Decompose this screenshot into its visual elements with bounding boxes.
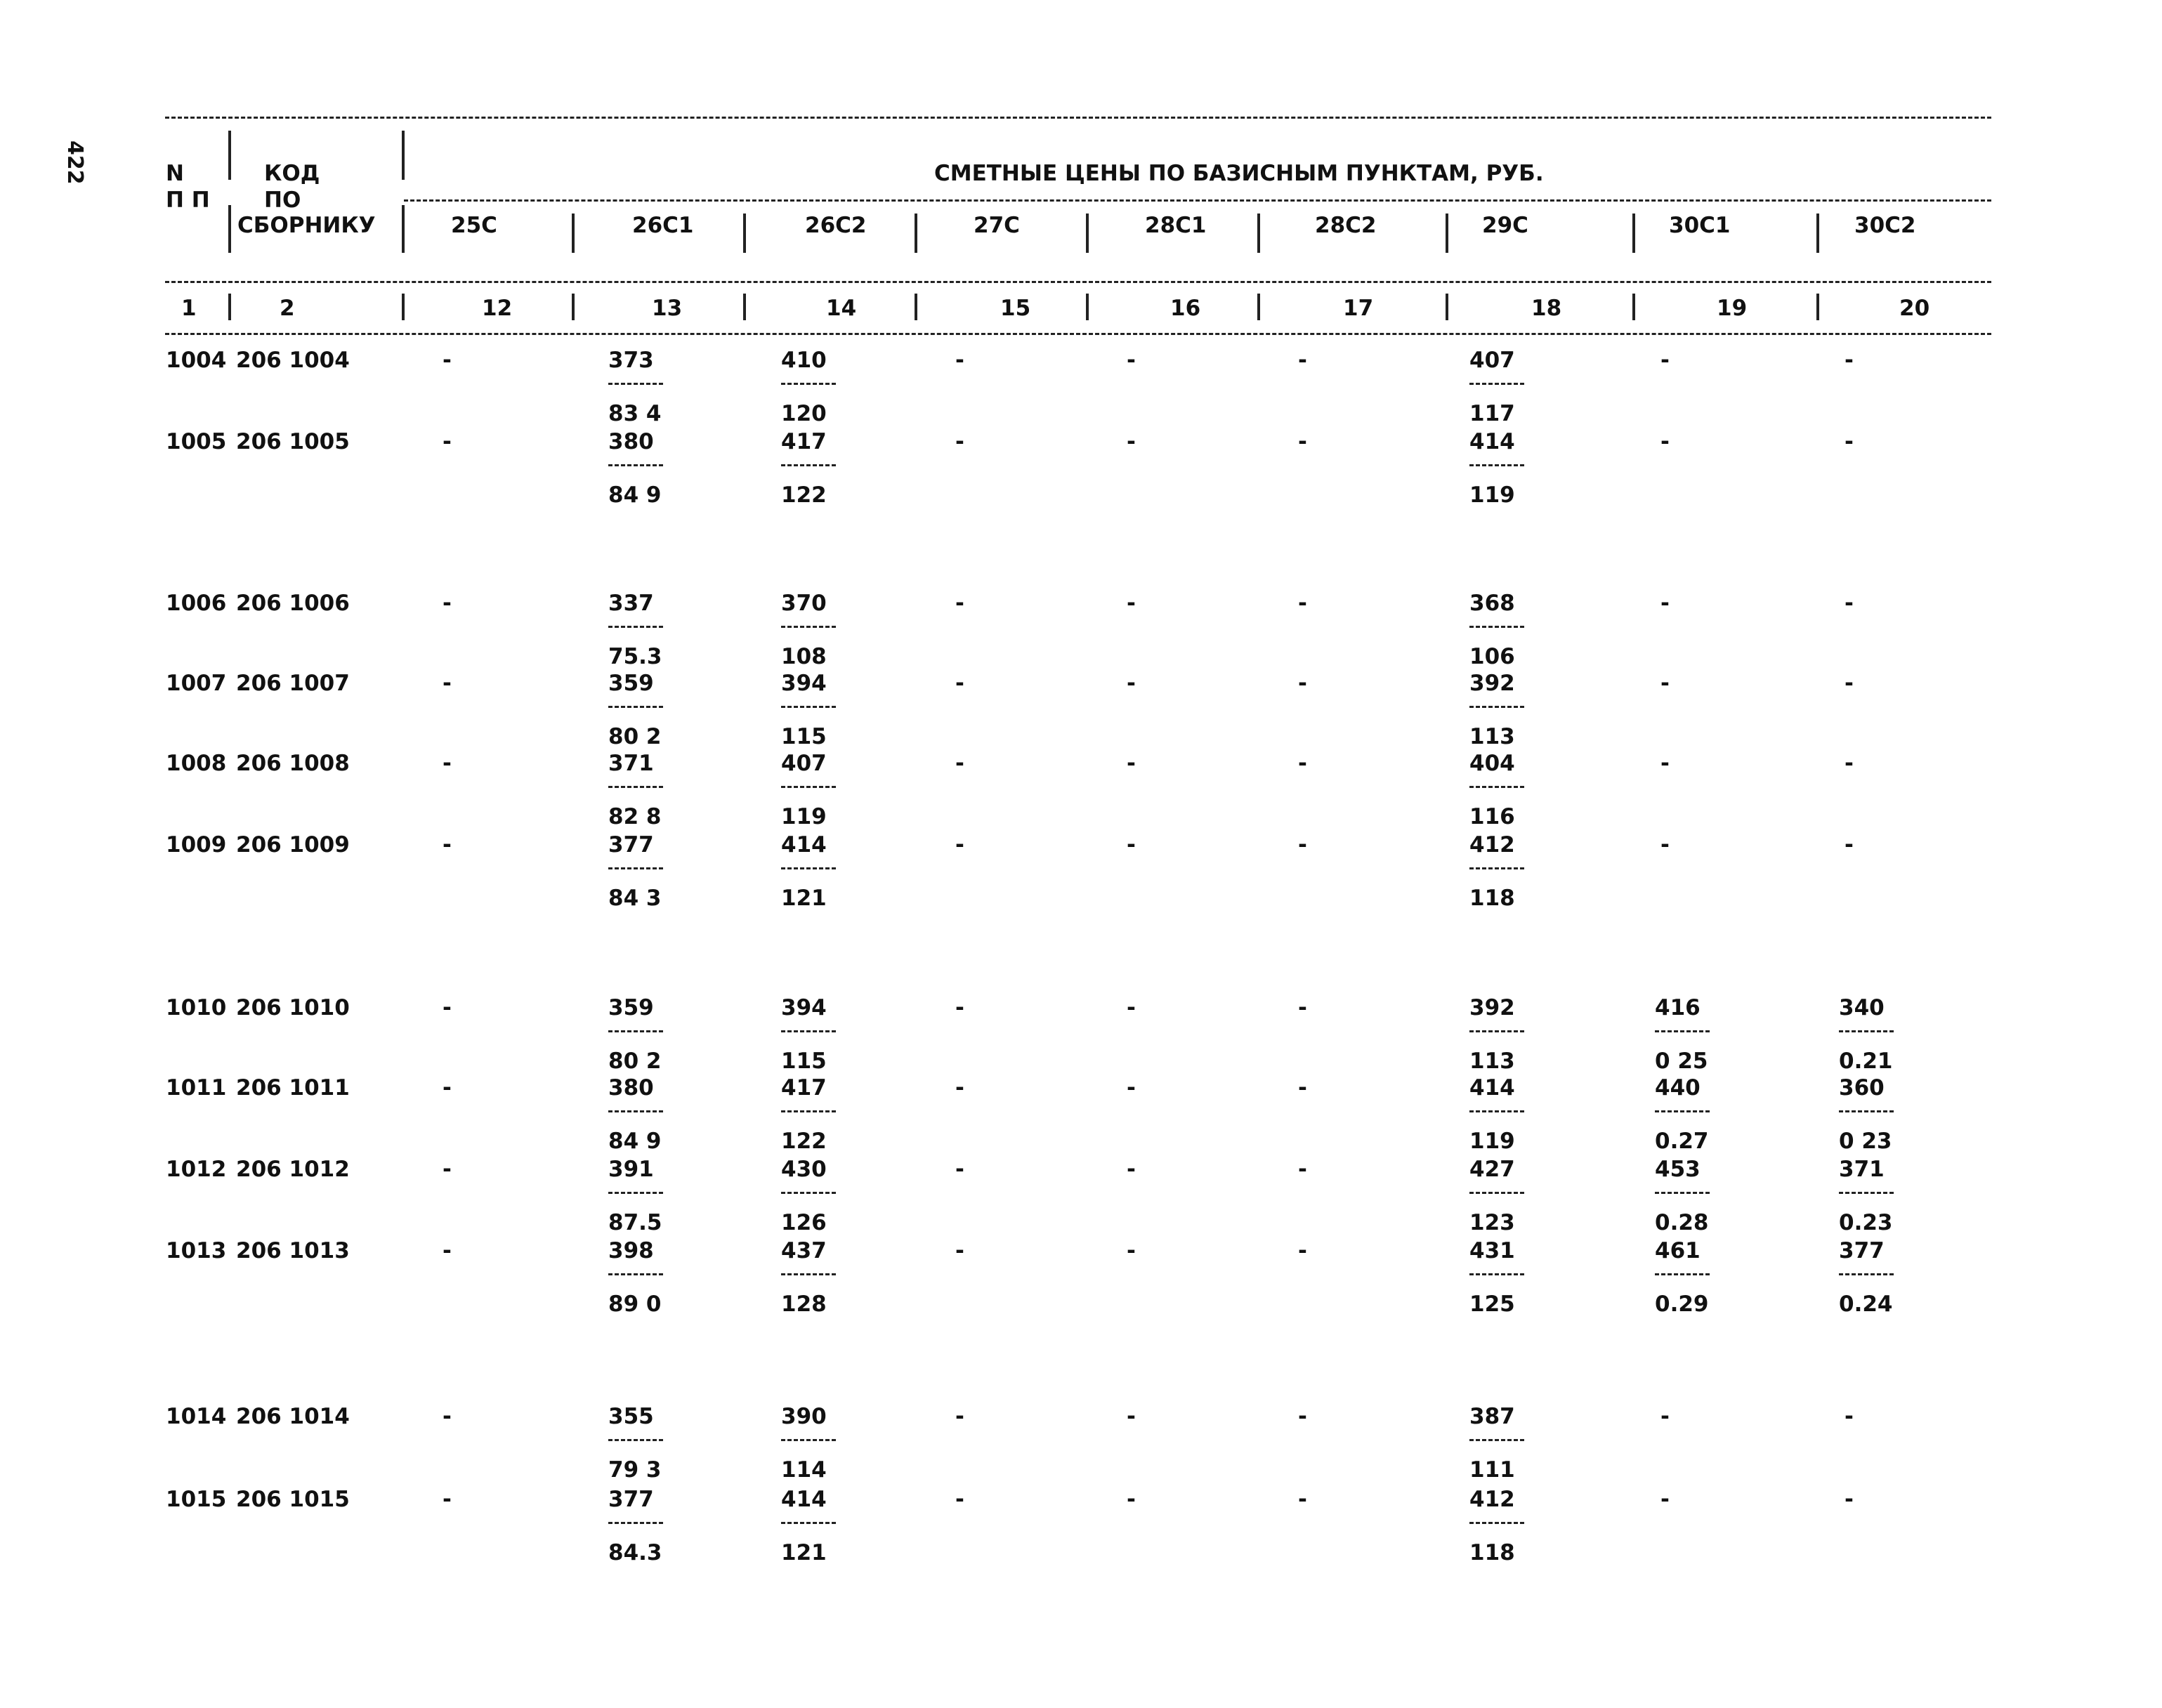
rule-line xyxy=(404,199,1991,202)
price-value: 414 xyxy=(1469,429,1515,454)
price-subvalue: 0 25 xyxy=(1655,1049,1708,1074)
fraction-bar xyxy=(608,1030,663,1032)
header-point-26С2: 26С2 xyxy=(805,213,867,238)
price-subvalue: 84 9 xyxy=(608,482,662,508)
empty-cell-dash: - xyxy=(443,1157,452,1182)
row-code: 206 1010 xyxy=(236,995,350,1020)
price-subvalue: 108 xyxy=(781,644,827,669)
empty-cell-dash: - xyxy=(1660,429,1670,454)
fraction-bar xyxy=(781,1192,836,1194)
price-value: 391 xyxy=(608,1157,654,1182)
price-value: 461 xyxy=(1655,1238,1701,1263)
fraction-bar xyxy=(1469,1522,1524,1524)
price-subvalue: 83 4 xyxy=(608,401,662,426)
price-subvalue: 118 xyxy=(1469,1540,1515,1565)
price-subvalue: 119 xyxy=(1469,1129,1515,1154)
price-value: 373 xyxy=(608,348,654,373)
price-subvalue: 0 23 xyxy=(1839,1129,1892,1154)
price-value: 359 xyxy=(608,995,654,1020)
rule-line xyxy=(165,333,1991,335)
empty-cell-dash: - xyxy=(443,1487,452,1512)
column-divider xyxy=(743,294,746,320)
price-value: 368 xyxy=(1469,591,1515,616)
empty-cell-dash: - xyxy=(1127,1075,1136,1101)
header-col-number: 17 xyxy=(1343,296,1374,321)
price-value: 412 xyxy=(1469,1487,1515,1512)
fraction-bar xyxy=(781,1522,836,1524)
column-divider xyxy=(572,294,575,320)
column-divider xyxy=(228,205,231,253)
empty-cell-dash: - xyxy=(1298,1157,1307,1182)
price-subvalue: 114 xyxy=(781,1457,827,1483)
price-subvalue: 84 3 xyxy=(608,886,662,911)
price-value: 440 xyxy=(1655,1075,1701,1101)
header-po: ПО xyxy=(264,188,301,213)
fraction-bar xyxy=(608,867,663,869)
empty-cell-dash: - xyxy=(1127,1238,1136,1263)
fraction-bar xyxy=(1469,1110,1524,1112)
fraction-bar xyxy=(1469,626,1524,628)
empty-cell-dash: - xyxy=(1127,671,1136,696)
header-point-30С2: 30С2 xyxy=(1854,213,1916,238)
empty-cell-dash: - xyxy=(1298,1487,1307,1512)
fraction-bar xyxy=(781,1439,836,1441)
fraction-bar xyxy=(781,464,836,466)
empty-cell-dash: - xyxy=(1660,832,1670,858)
empty-cell-dash: - xyxy=(1660,1404,1670,1429)
row-number: 1015 xyxy=(166,1487,227,1512)
fraction-bar xyxy=(1469,867,1524,869)
price-subvalue: 0.24 xyxy=(1839,1292,1893,1317)
fraction-bar xyxy=(1655,1030,1710,1032)
header-point-28С1: 28С1 xyxy=(1145,213,1207,238)
empty-cell-dash: - xyxy=(955,348,964,373)
empty-cell-dash: - xyxy=(955,1238,964,1263)
empty-cell-dash: - xyxy=(955,1075,964,1101)
price-value: 377 xyxy=(608,1487,654,1512)
row-code: 206 1014 xyxy=(236,1404,350,1429)
empty-cell-dash: - xyxy=(1298,429,1307,454)
column-divider xyxy=(915,294,917,320)
column-divider xyxy=(572,214,575,253)
fraction-bar xyxy=(608,1110,663,1112)
column-divider xyxy=(1816,214,1819,253)
fraction-bar xyxy=(781,706,836,708)
row-code: 206 1011 xyxy=(236,1075,350,1101)
empty-cell-dash: - xyxy=(1298,348,1307,373)
fraction-bar xyxy=(1469,706,1524,708)
row-number: 1008 xyxy=(166,751,227,776)
column-divider xyxy=(402,205,405,253)
row-number: 1005 xyxy=(166,429,227,454)
header-n: N xyxy=(166,161,184,186)
column-divider xyxy=(1257,214,1260,253)
price-subvalue: 128 xyxy=(781,1292,827,1317)
empty-cell-dash: - xyxy=(1127,348,1136,373)
header-col-number: 14 xyxy=(826,296,857,321)
price-value: 370 xyxy=(781,591,827,616)
fraction-bar xyxy=(781,867,836,869)
header-group-title: СМЕТНЫЕ ЦЕНЫ ПО БАЗИСНЫМ ПУНКТАМ, РУБ. xyxy=(934,161,1544,186)
fraction-bar xyxy=(1469,383,1524,385)
price-subvalue: 122 xyxy=(781,1129,827,1154)
empty-cell-dash: - xyxy=(443,1075,452,1101)
column-divider xyxy=(915,214,917,253)
empty-cell-dash: - xyxy=(1127,832,1136,858)
header-point-29С: 29С xyxy=(1482,213,1528,238)
price-value: 380 xyxy=(608,1075,654,1101)
price-value: 417 xyxy=(781,1075,827,1101)
fraction-bar xyxy=(1839,1110,1894,1112)
row-code: 206 1007 xyxy=(236,671,350,696)
column-divider xyxy=(1632,294,1635,320)
fraction-bar xyxy=(608,1439,663,1441)
column-divider xyxy=(1632,214,1635,253)
empty-cell-dash: - xyxy=(443,995,452,1020)
empty-cell-dash: - xyxy=(443,348,452,373)
price-value: 407 xyxy=(781,751,827,776)
price-subvalue: 0.23 xyxy=(1839,1210,1893,1235)
empty-cell-dash: - xyxy=(1660,671,1670,696)
fraction-bar xyxy=(1839,1192,1894,1194)
price-value: 437 xyxy=(781,1238,827,1263)
fraction-bar xyxy=(608,1192,663,1194)
row-number: 1006 xyxy=(166,591,227,616)
column-divider xyxy=(228,294,231,320)
empty-cell-dash: - xyxy=(1298,832,1307,858)
empty-cell-dash: - xyxy=(1127,995,1136,1020)
empty-cell-dash: - xyxy=(955,751,964,776)
empty-cell-dash: - xyxy=(1127,1487,1136,1512)
price-value: 340 xyxy=(1839,995,1885,1020)
price-subvalue: 0.21 xyxy=(1839,1049,1893,1074)
header-col-number: 18 xyxy=(1531,296,1562,321)
rule-line xyxy=(165,281,1991,283)
price-value: 377 xyxy=(608,832,654,858)
row-number: 1013 xyxy=(166,1238,227,1263)
empty-cell-dash: - xyxy=(1845,751,1854,776)
header-col-number: 15 xyxy=(1000,296,1031,321)
price-value: 427 xyxy=(1469,1157,1515,1182)
header-col-number: 19 xyxy=(1717,296,1748,321)
price-value: 417 xyxy=(781,429,827,454)
empty-cell-dash: - xyxy=(1845,348,1854,373)
price-value: 371 xyxy=(608,751,654,776)
price-value: 371 xyxy=(1839,1157,1885,1182)
fraction-bar xyxy=(1655,1192,1710,1194)
price-value: 355 xyxy=(608,1404,654,1429)
price-value: 414 xyxy=(1469,1075,1515,1101)
empty-cell-dash: - xyxy=(443,671,452,696)
row-code: 206 1008 xyxy=(236,751,350,776)
price-value: 380 xyxy=(608,429,654,454)
empty-cell-dash: - xyxy=(1845,429,1854,454)
column-divider xyxy=(743,214,746,253)
header-point-26С1: 26С1 xyxy=(632,213,694,238)
price-subvalue: 0.28 xyxy=(1655,1210,1709,1235)
empty-cell-dash: - xyxy=(443,429,452,454)
column-divider xyxy=(1816,294,1819,320)
price-subvalue: 120 xyxy=(781,401,827,426)
price-subvalue: 82 8 xyxy=(608,804,662,829)
fraction-bar xyxy=(1839,1030,1894,1032)
price-subvalue: 79 3 xyxy=(608,1457,662,1483)
price-subvalue: 0.29 xyxy=(1655,1292,1709,1317)
price-value: 398 xyxy=(608,1238,654,1263)
fraction-bar xyxy=(1469,1273,1524,1275)
rule-line xyxy=(165,117,1991,119)
empty-cell-dash: - xyxy=(955,832,964,858)
empty-cell-dash: - xyxy=(955,591,964,616)
row-number: 1010 xyxy=(166,995,227,1020)
price-value: 377 xyxy=(1839,1238,1885,1263)
price-value: 430 xyxy=(781,1157,827,1182)
fraction-bar xyxy=(608,1273,663,1275)
price-value: 410 xyxy=(781,348,827,373)
row-code: 206 1009 xyxy=(236,832,350,858)
row-code: 206 1006 xyxy=(236,591,350,616)
price-value: 337 xyxy=(608,591,654,616)
header-col-number: 12 xyxy=(482,296,513,321)
empty-cell-dash: - xyxy=(443,1238,452,1263)
fraction-bar xyxy=(608,626,663,628)
price-value: 394 xyxy=(781,995,827,1020)
price-subvalue: 126 xyxy=(781,1210,827,1235)
column-divider xyxy=(402,131,405,180)
empty-cell-dash: - xyxy=(1845,832,1854,858)
price-value: 390 xyxy=(781,1404,827,1429)
row-number: 1014 xyxy=(166,1404,227,1429)
empty-cell-dash: - xyxy=(1845,591,1854,616)
price-subvalue: 89 0 xyxy=(608,1292,662,1317)
empty-cell-dash: - xyxy=(443,591,452,616)
price-value: 431 xyxy=(1469,1238,1515,1263)
header-col-number: 20 xyxy=(1899,296,1930,321)
fraction-bar xyxy=(781,786,836,788)
empty-cell-dash: - xyxy=(1660,348,1670,373)
price-subvalue: 121 xyxy=(781,1540,827,1565)
price-subvalue: 119 xyxy=(781,804,827,829)
price-subvalue: 87.5 xyxy=(608,1210,662,1235)
header-col-number: 2 xyxy=(280,296,295,321)
row-number: 1009 xyxy=(166,832,227,858)
empty-cell-dash: - xyxy=(443,751,452,776)
column-divider xyxy=(1446,294,1448,320)
fraction-bar xyxy=(781,1273,836,1275)
price-value: 359 xyxy=(608,671,654,696)
price-subvalue: 119 xyxy=(1469,482,1515,508)
price-value: 416 xyxy=(1655,995,1701,1020)
empty-cell-dash: - xyxy=(1660,591,1670,616)
fraction-bar xyxy=(1655,1110,1710,1112)
empty-cell-dash: - xyxy=(1298,1075,1307,1101)
price-subvalue: 123 xyxy=(1469,1210,1515,1235)
row-code: 206 1005 xyxy=(236,429,350,454)
empty-cell-dash: - xyxy=(1845,671,1854,696)
empty-cell-dash: - xyxy=(1298,671,1307,696)
price-subvalue: 84.3 xyxy=(608,1540,662,1565)
price-subvalue: 115 xyxy=(781,724,827,749)
row-number: 1012 xyxy=(166,1157,227,1182)
header-point-30С1: 30С1 xyxy=(1669,213,1731,238)
header-code: КОД xyxy=(264,161,320,186)
empty-cell-dash: - xyxy=(1127,1404,1136,1429)
empty-cell-dash: - xyxy=(955,671,964,696)
price-subvalue: 80 2 xyxy=(608,1049,662,1074)
header-col-number: 16 xyxy=(1170,296,1201,321)
price-value: 392 xyxy=(1469,671,1515,696)
price-subvalue: 84 9 xyxy=(608,1129,662,1154)
price-subvalue: 113 xyxy=(1469,724,1515,749)
header-point-27С: 27С xyxy=(974,213,1020,238)
empty-cell-dash: - xyxy=(1298,591,1307,616)
row-code: 206 1004 xyxy=(236,348,350,373)
fraction-bar xyxy=(608,786,663,788)
row-code: 206 1013 xyxy=(236,1238,350,1263)
price-value: 394 xyxy=(781,671,827,696)
column-divider xyxy=(228,131,231,180)
empty-cell-dash: - xyxy=(1127,591,1136,616)
fraction-bar xyxy=(1469,786,1524,788)
empty-cell-dash: - xyxy=(1298,995,1307,1020)
fraction-bar xyxy=(1469,1439,1524,1441)
fraction-bar xyxy=(1469,1192,1524,1194)
fraction-bar xyxy=(1839,1273,1894,1275)
price-subvalue: 113 xyxy=(1469,1049,1515,1074)
price-value: 404 xyxy=(1469,751,1515,776)
fraction-bar xyxy=(781,1110,836,1112)
header-pp: П П xyxy=(166,188,210,213)
empty-cell-dash: - xyxy=(1298,751,1307,776)
price-subvalue: 116 xyxy=(1469,804,1515,829)
empty-cell-dash: - xyxy=(1845,1404,1854,1429)
empty-cell-dash: - xyxy=(1127,429,1136,454)
empty-cell-dash: - xyxy=(1660,1487,1670,1512)
price-subvalue: 106 xyxy=(1469,644,1515,669)
column-divider xyxy=(402,294,405,320)
price-subvalue: 125 xyxy=(1469,1292,1515,1317)
header-col-number: 13 xyxy=(652,296,683,321)
column-divider xyxy=(1257,294,1260,320)
fraction-bar xyxy=(608,464,663,466)
price-subvalue: 80 2 xyxy=(608,724,662,749)
price-value: 414 xyxy=(781,1487,827,1512)
empty-cell-dash: - xyxy=(1127,1157,1136,1182)
fraction-bar xyxy=(781,626,836,628)
empty-cell-dash: - xyxy=(955,995,964,1020)
price-value: 453 xyxy=(1655,1157,1701,1182)
price-value: 407 xyxy=(1469,348,1515,373)
page-number: 422 xyxy=(63,140,87,185)
empty-cell-dash: - xyxy=(955,1404,964,1429)
fraction-bar xyxy=(1469,464,1524,466)
price-subvalue: 75.3 xyxy=(608,644,662,669)
fraction-bar xyxy=(608,383,663,385)
fraction-bar xyxy=(781,1030,836,1032)
header-sborniku: СБОРНИКУ xyxy=(237,213,376,238)
empty-cell-dash: - xyxy=(1845,1487,1854,1512)
price-subvalue: 111 xyxy=(1469,1457,1515,1483)
fraction-bar xyxy=(608,706,663,708)
empty-cell-dash: - xyxy=(1298,1238,1307,1263)
price-subvalue: 117 xyxy=(1469,401,1515,426)
price-subvalue: 115 xyxy=(781,1049,827,1074)
fraction-bar xyxy=(608,1522,663,1524)
empty-cell-dash: - xyxy=(1660,751,1670,776)
header-point-25С: 25С xyxy=(451,213,497,238)
empty-cell-dash: - xyxy=(1127,751,1136,776)
empty-cell-dash: - xyxy=(955,1487,964,1512)
price-subvalue: 118 xyxy=(1469,886,1515,911)
header-col-number: 1 xyxy=(181,296,197,321)
column-divider xyxy=(1086,214,1089,253)
fraction-bar xyxy=(781,383,836,385)
column-divider xyxy=(1446,214,1448,253)
row-number: 1007 xyxy=(166,671,227,696)
price-value: 387 xyxy=(1469,1404,1515,1429)
row-code: 206 1012 xyxy=(236,1157,350,1182)
price-subvalue: 122 xyxy=(781,482,827,508)
price-subvalue: 0.27 xyxy=(1655,1129,1709,1154)
empty-cell-dash: - xyxy=(1298,1404,1307,1429)
row-number: 1004 xyxy=(166,348,227,373)
empty-cell-dash: - xyxy=(443,1404,452,1429)
price-value: 360 xyxy=(1839,1075,1885,1101)
row-code: 206 1015 xyxy=(236,1487,350,1512)
price-value: 412 xyxy=(1469,832,1515,858)
price-value: 392 xyxy=(1469,995,1515,1020)
empty-cell-dash: - xyxy=(955,429,964,454)
price-value: 414 xyxy=(781,832,827,858)
fraction-bar xyxy=(1469,1030,1524,1032)
price-subvalue: 121 xyxy=(781,886,827,911)
empty-cell-dash: - xyxy=(443,832,452,858)
fraction-bar xyxy=(1655,1273,1710,1275)
empty-cell-dash: - xyxy=(955,1157,964,1182)
column-divider xyxy=(1086,294,1089,320)
row-number: 1011 xyxy=(166,1075,227,1101)
header-point-28С2: 28С2 xyxy=(1315,213,1377,238)
